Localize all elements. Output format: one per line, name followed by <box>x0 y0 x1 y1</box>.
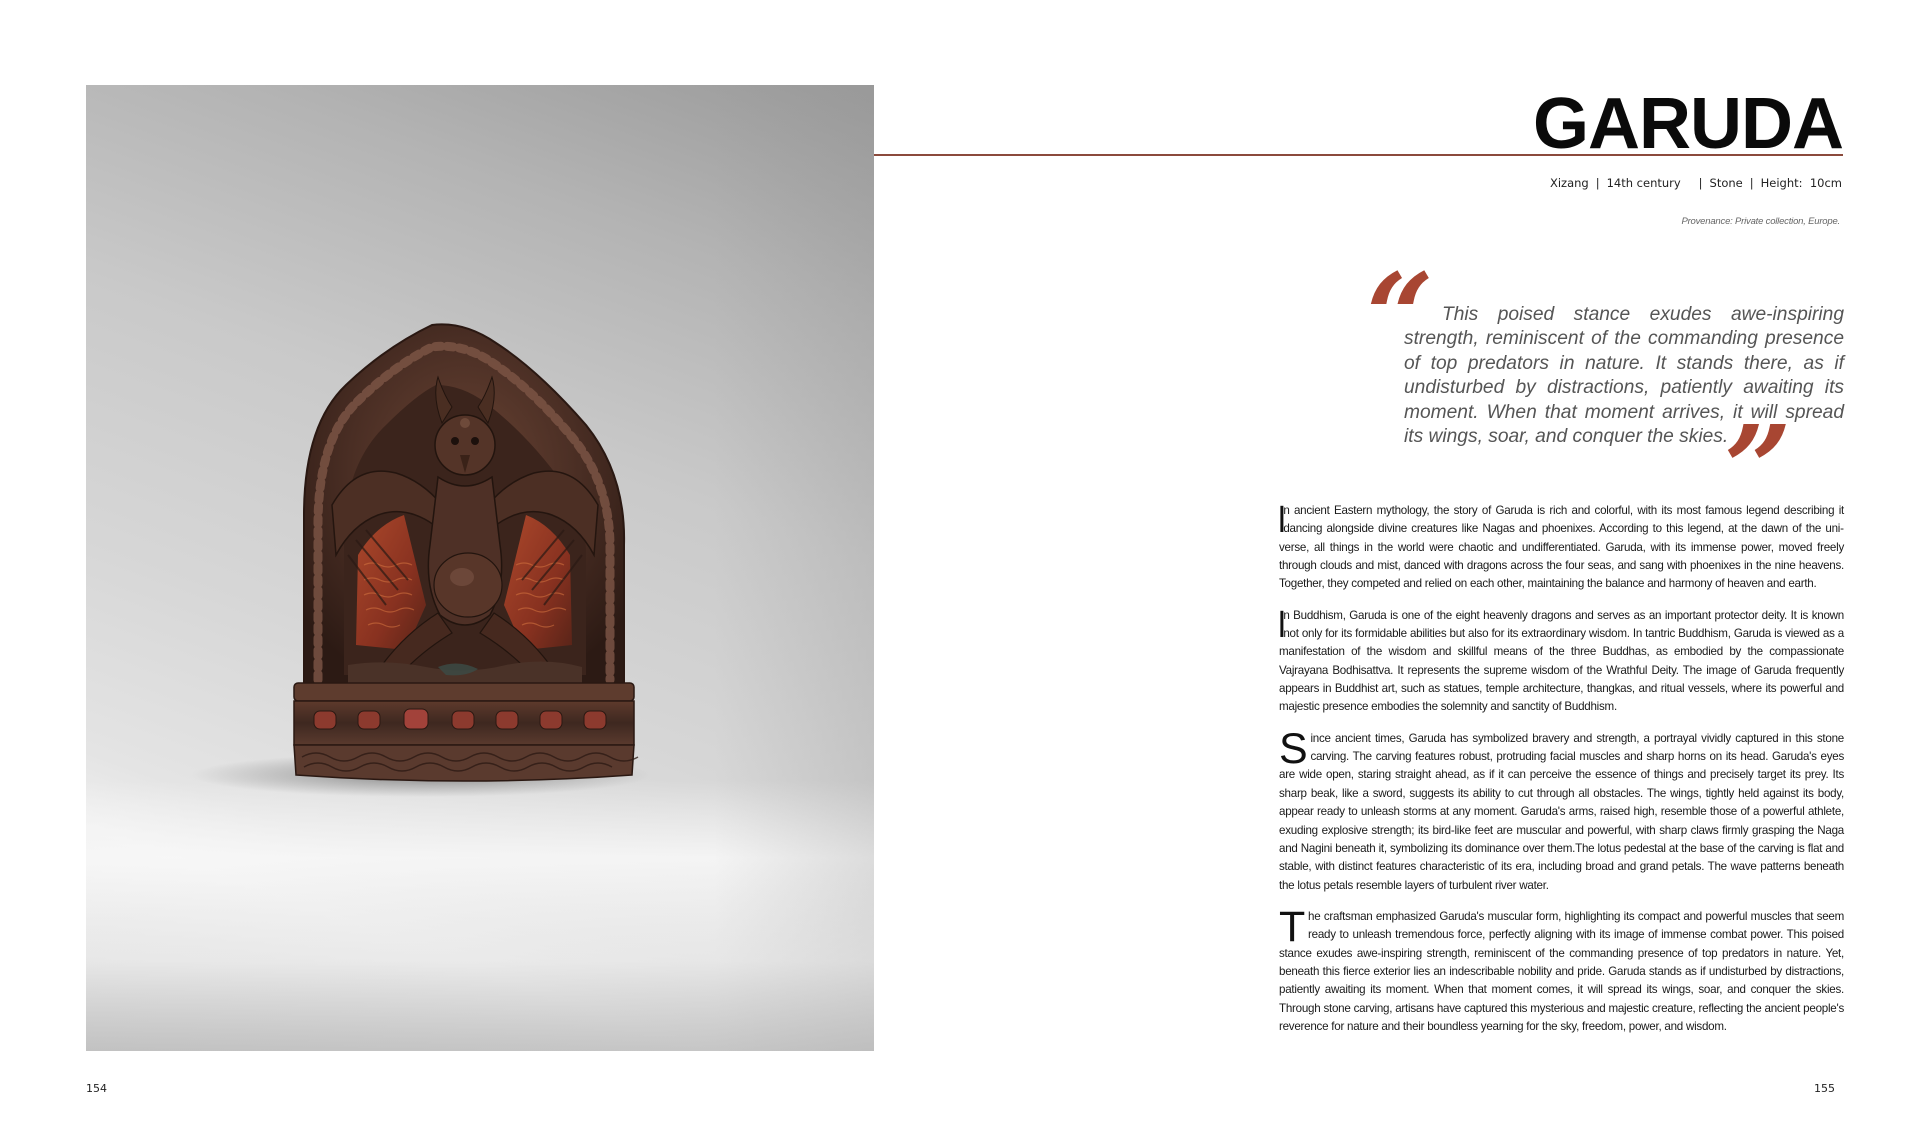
meta-material: Stone <box>1709 176 1743 190</box>
meta-separator: | <box>1595 176 1600 190</box>
meta-origin: Xizang <box>1549 176 1589 190</box>
meta-separator: | <box>1749 176 1754 190</box>
drop-cap: I <box>1279 603 1285 646</box>
close-quote-icon: ” <box>1724 399 1792 538</box>
drop-cap: I <box>1279 499 1285 541</box>
meta-height-label: Height: <box>1760 176 1803 190</box>
paragraph-text: n Buddhism, Garuda is one of the eight heavenly dragons and serves as an important protector deity. It is known not only for its formidable abilities but also for its extraordinary wisdom. In tantric Buddhism, Garuda is viewed as a manifestation of the wisdom and skillful means of the three Buddhas, as embodied by the compassionate Vajrayana Bodhisattva. It represents the supreme wisdom of the Wrathful Deity. The image of Garuda frequently appears in Buddhist art, such as statues, temple architecture, thangkas, and ritual vessels, where its powerful and majestic presence embodies the solemnity and sanctity of Buddhism. <box>1279 608 1844 714</box>
pull-quote-text: This poised stance exudes awe-inspiring strength, reminiscent of the commanding presence of top predators in nature. It stands there, as if undisturbed by distractions, patiently awaiting its moment. When that moment arrives, it will spread its wings, soar, and conquer the skies. <box>1404 304 1844 448</box>
open-quote-icon: “ <box>1366 247 1434 386</box>
meta-height-value: 10cm <box>1809 176 1842 190</box>
page-number-left: 154 <box>86 1082 107 1095</box>
drop-cap: S <box>1279 724 1308 773</box>
body-paragraph <box>1279 724 1844 895</box>
garuda-photo <box>86 85 874 1051</box>
body-paragraph <box>1279 499 1844 594</box>
paragraph-text: ince ancient times, Garuda has symbolized bravery and strength, a portrayal vividly captured in this stone carving. The carving features robust, protruding facial muscles and sharp horns on its head. Garuda's eyes are wide open, staring straight ahead, as if it can perceive the essence of things and precisely target its prey. Its sharp beak, like a sword, suggests its ability to cut through all obstacles. The wings, tightly held against its body, appear ready to unleash storms at any moment. Garuda's arms, raised high, resemble those of a powerful athlete, exuding explosive strength; its bird-like feet are muscular and powerful, with sharp claws firmly grasping the Naga and Nagini beneath it, symbolizing its dominance over them.The lotus pedestal at the base of the carving is flat and stable, with distinct features characteristic of its era, including broad and grand petals. The wave patterns beneath the lotus petals resemble layers of turbulent river water. <box>1279 731 1844 892</box>
body-paragraph <box>1279 603 1844 717</box>
artwork-meta <box>1550 176 1842 190</box>
provenance-note: Provenance: Private collection, Europe. <box>1681 216 1840 227</box>
paragraph-text: n ancient Eastern mythology, the story of Garuda is rich and colorful, with its most famous legend describing it dancing alongside divine creatures like Nagas and phoenixes. According to this legend, at the dawn of the universe, all things in the world were chaotic and undifferentiated. Garuda, with its immense power, moved freely through clouds and mist, danced with dragons across the four seas, and sang with phoenixes in the nine heavens. Together, they competed and relied on each other, maintaining the balance and harmony of heaven and earth. <box>1279 504 1844 591</box>
drop-cap: T <box>1279 902 1306 951</box>
paragraph-text: he craftsman emphasized Garuda's muscular form, highlighting its compact and powerful muscles that seem ready to unleash tremendous force, perfectly aligning with its image of immense combat power. This poised stance exudes awe-inspiring strength, reminiscent of the commanding presence of top predators in nature. Yet, beneath this fierce exterior lies an indescribable nobility and pride. Garuda stands as if undisturbed by distractions, patiently awaiting its moment. When that moment comes, it will spread its wings, soar, and conquer the skies. Through stone carving, artisans have captured this mysterious and majestic creature, reflecting the ancient people's reverence for nature and their boundless yearning for the sky, freedom, power, and wisdom. <box>1279 909 1844 1033</box>
page-title: GARUDA <box>1533 84 1843 164</box>
garuda-sculpture-image <box>86 85 874 1051</box>
article-body <box>1279 499 1844 1049</box>
meta-period: 14th century <box>1606 176 1681 190</box>
page-number-right: 155 <box>1814 1082 1835 1095</box>
body-paragraph <box>1279 902 1844 1036</box>
meta-separator: | <box>1698 176 1703 190</box>
